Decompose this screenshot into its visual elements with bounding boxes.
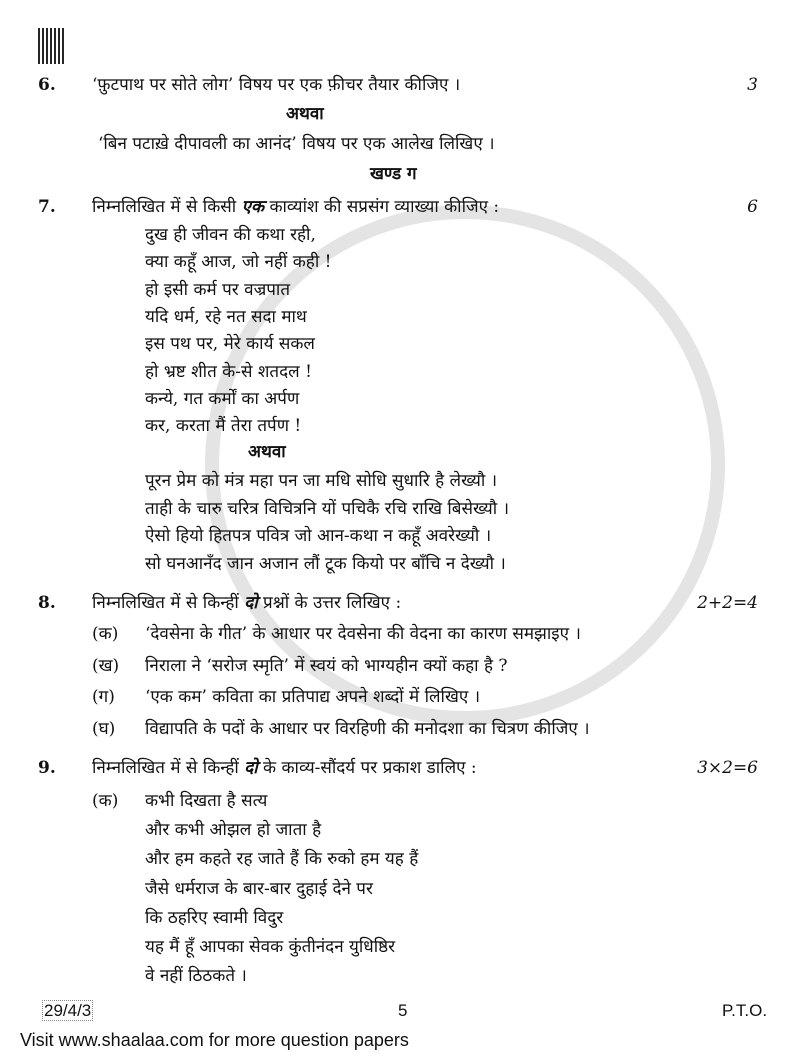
pto: P.T.O. <box>722 1001 768 1020</box>
q8-marks: 2+2=4 <box>697 593 758 613</box>
q8-item-text: निराला ने ‘सरोज स्मृति’ में स्वयं को भाग्यहीन क्यों कहा है ? <box>145 655 508 676</box>
q9-label: (क) <box>92 791 119 811</box>
q8-item-label: (क) <box>92 624 119 644</box>
poem-line: जैसे धर्मराज के बार-बार दुहाई देने पर <box>145 878 373 899</box>
q6-or: अथवा <box>286 104 324 124</box>
q9-text <box>92 757 477 779</box>
q7-text-em: एक <box>241 197 265 217</box>
q9-number: 9. <box>38 758 56 778</box>
q9-text-em: दो <box>244 758 258 778</box>
q8-text-pre: निम्नलिखित में से किन्हीं <box>92 593 239 613</box>
poem-line: कन्ये, गत कर्मों का अर्पण <box>145 388 300 409</box>
q8-number: 8. <box>38 593 56 613</box>
q8-text <box>92 592 401 614</box>
q8-item-label: (ख) <box>92 655 120 676</box>
poem-line: वे नहीं ठिठकते । <box>145 966 247 987</box>
q7-or: अथवा <box>248 442 286 462</box>
q7-text <box>92 196 499 218</box>
q8-item-text: ‘एक कम’ कविता का प्रतिपाद्य अपने शब्दों में लिखिए । <box>145 687 481 707</box>
poem-line: हो इसी कर्म पर वज्रपात <box>145 279 291 300</box>
q6-text: ‘फ़ुटपाथ पर सोते लोग’ विषय पर एक फ़ीचर तैयार कीजिए । <box>92 75 461 95</box>
section-heading: खण्ड ग <box>370 164 417 184</box>
q7-text-post: काव्यांश की सप्रसंग व्याख्या कीजिए : <box>269 197 500 217</box>
paper-code-text: 29/4/3 <box>44 1001 92 1020</box>
q6-alt: ‘बिन पटाख़े दीपावली का आनंद’ विषय पर एक आलेख लिखिए । <box>98 134 495 154</box>
q6-marks: 3 <box>747 75 758 95</box>
q7-text-pre: निम्नलिखित में से किसी <box>92 197 237 217</box>
q8-item-label: (ग) <box>92 687 115 707</box>
poem-line: क्या कहूँ आज, जो नहीं कही ! <box>145 252 332 273</box>
poem-line: कि ठहरिए स्वामी विदुर <box>145 907 284 928</box>
q8-text-post: प्रश्नों के उत्तर लिखिए : <box>263 593 402 613</box>
poem-line: और कभी ओझल हो जाता है <box>145 820 322 841</box>
q8-item-text: विद्यापति के पदों के आधार पर विरहिणी की मनोदशा का चित्रण कीजिए । <box>145 718 590 739</box>
poem-line: ऐसो हियो हितपत्र पवित्र जो आन-कथा न कहूँ अवरेख्यौ । <box>145 526 492 547</box>
q7-marks: 6 <box>747 197 758 217</box>
q9-text-post: के काव्य-सौंदर्य पर प्रकाश डालिए : <box>263 758 477 778</box>
poem-line: यदि धर्म, रहे नत सदा माथ <box>145 306 307 327</box>
poem-line: हो भ्रष्ट शीत के-से शतदल ! <box>145 361 312 382</box>
poem-line: इस पथ पर, मेरे कार्य सकल <box>145 334 315 355</box>
poem-line: सो घनआनँद जान अजान लौं टूक कियो पर बाँचि न देख्यौ । <box>145 554 506 575</box>
q8-text-em: दो <box>244 593 258 613</box>
qr-code <box>38 28 64 64</box>
poem-line: दुख ही जीवन की कथा रही, <box>145 225 316 245</box>
q7-number: 7. <box>38 197 56 217</box>
poem-line: ताही के चारु चरित्र विचित्रनि यों पचिकै रचि राखि बिसेख्यौ । <box>145 498 510 519</box>
poem-line: कर, करता मैं तेरा तर्पण ! <box>145 416 302 437</box>
paper-code <box>42 1002 93 1020</box>
poem-line: और हम कहते रह जाते हैं कि रुको हम यह हैं <box>145 849 419 870</box>
poem-line: पूरन प्रेम को मंत्र महा पन जा मधि सोधि सुधारि है लेख्यौ । <box>145 471 498 491</box>
poem-line: यह मैं हूँ आपका सेवक कुंतीनंदन युधिष्ठिर <box>145 937 396 957</box>
q9-marks: 3×2=6 <box>697 758 758 778</box>
q8-item-label: (घ) <box>92 718 116 739</box>
q9-text-pre: निम्नलिखित में से किन्हीं <box>92 758 239 778</box>
q8-item-text: ‘देवसेना के गीत’ के आधार पर देवसेना की वेदना का कारण समझाइए । <box>145 624 581 644</box>
page-number: 5 <box>398 1001 408 1020</box>
visit-link[interactable]: Visit www.shaalaa.com for more question papers <box>20 1030 409 1050</box>
poem-line: कभी दिखता है सत्य <box>145 791 268 811</box>
q6-number: 6. <box>38 75 56 95</box>
